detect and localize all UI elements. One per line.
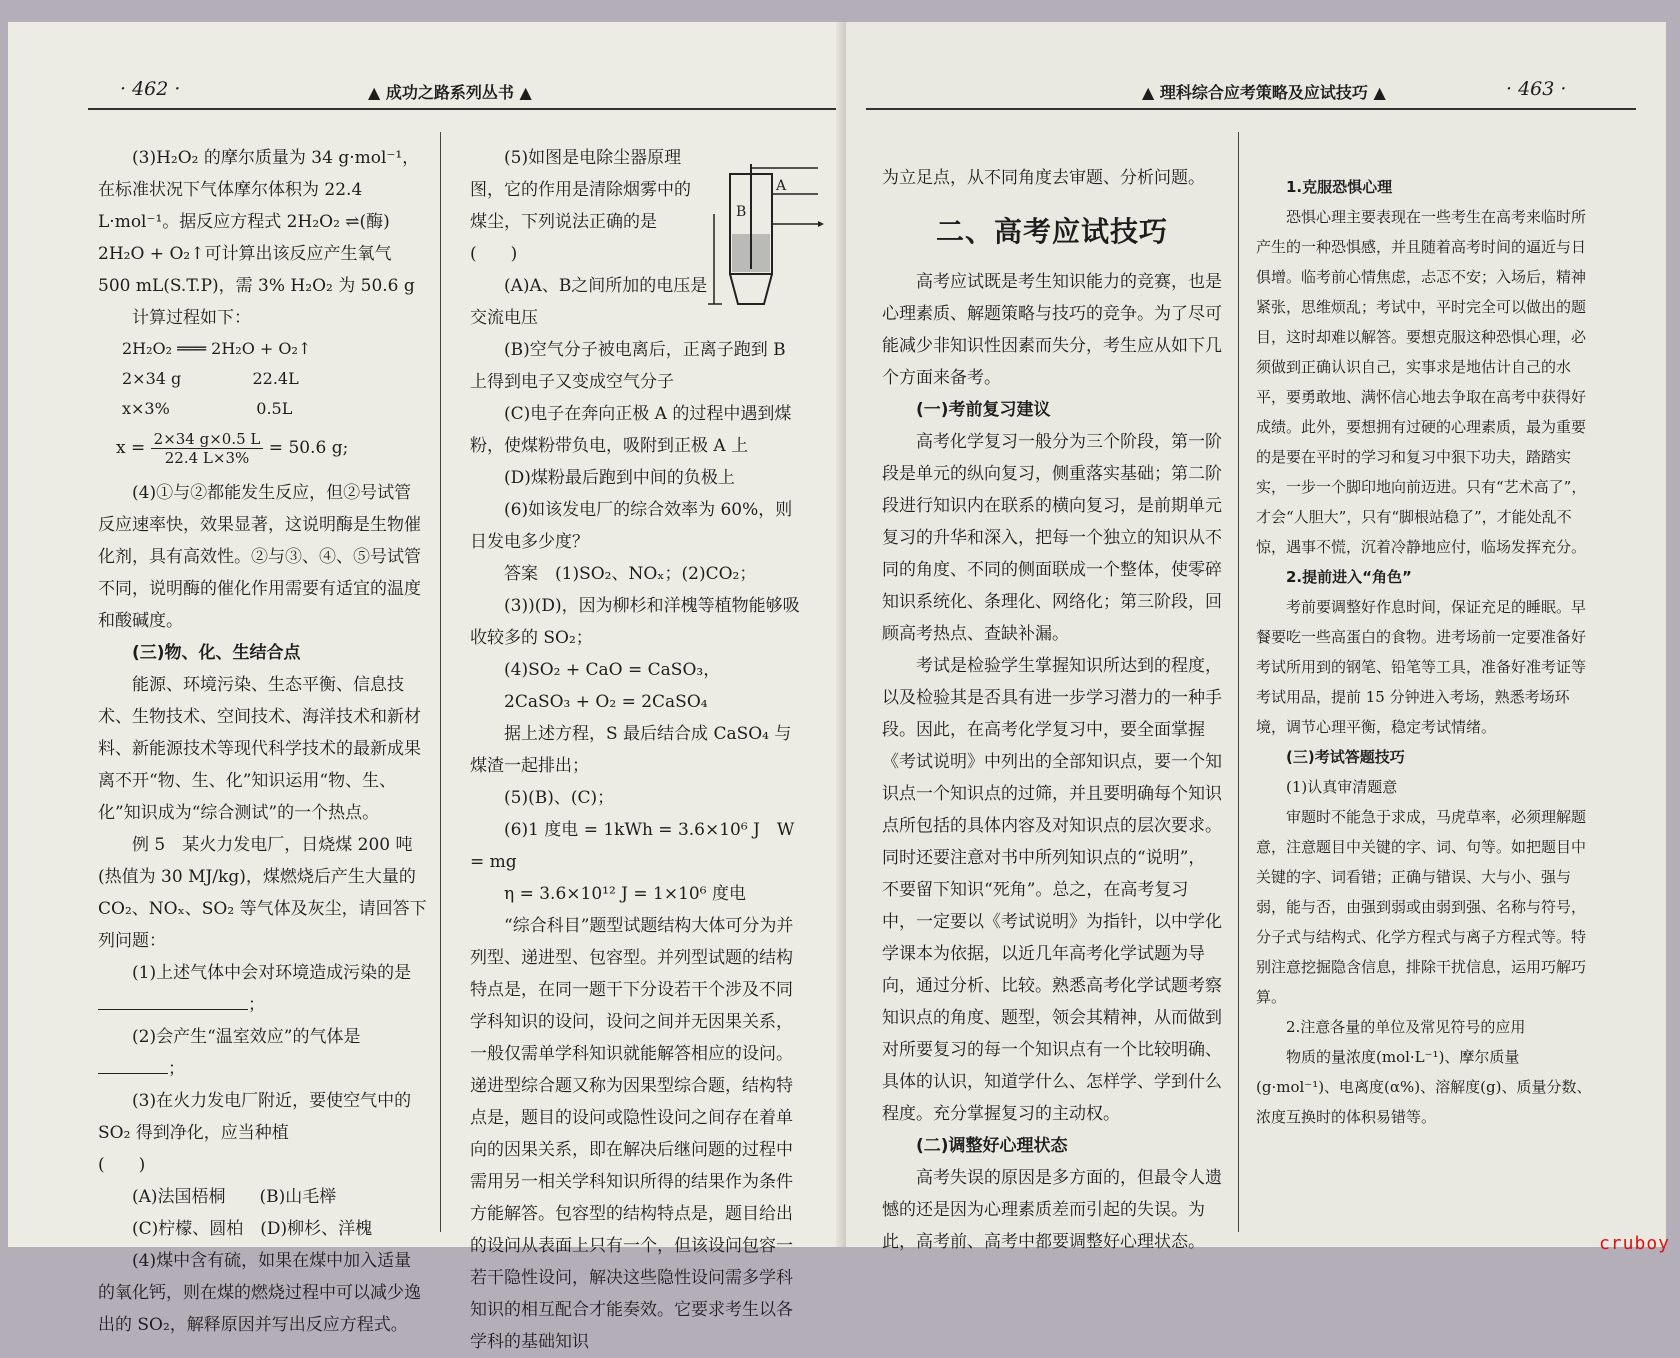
options-row: (A)法国梧桐 (B)山毛榉 bbox=[132, 1187, 337, 1207]
column-divider bbox=[440, 132, 441, 1232]
label-a: A bbox=[776, 178, 787, 194]
header-rule bbox=[88, 108, 858, 110]
label-b: B bbox=[736, 204, 747, 220]
triangle-icon: ▲ bbox=[1142, 83, 1160, 102]
section-heading: (三)考试答题技巧 bbox=[1286, 748, 1405, 766]
paragraph: (3)H₂O₂ 的摩尔质量为 34 g·mol⁻¹，在标准状况下气体摩尔体积为 22.4 L·mol⁻¹。据反应方程式 2H₂O₂ ⇌(酶) 2H₂O + O₂↑可计算出该反应产生氧气 500 mL(S.T.P)，需 3% H₂O₂ 为 50.6 g bbox=[98, 148, 420, 296]
paragraph: 计算过程如下： bbox=[132, 308, 251, 328]
question-5: (5)如图是电除尘器原理图，它的作用是清除烟雾中的煤尘，下列说法正确的是 ( ) bbox=[470, 148, 725, 264]
right-series-title: ▲ 理科综合应考策略及应试技巧 ▲ bbox=[1142, 83, 1386, 102]
paragraph: 审题时不能急于求成，马虎草率，必须理解题意，注意题目中关键的字、词、句等。如把题目中关键的字、词看错；正确与错误、大与小、强与弱，能与否，由强到弱或由弱到强、名称与符号，分子式与结构式、化学方程式与离子方程式等。特别注意挖掘隐含信息，排除干扰信息，运用巧解巧算。 bbox=[1256, 808, 1587, 1006]
answer-line: (6)1 度电 = 1kWh = 3.6×10⁶ J W = mg bbox=[470, 820, 795, 872]
header-rule bbox=[866, 108, 1636, 110]
left-page-header bbox=[8, 70, 846, 110]
left-page-number: · 462 · bbox=[120, 78, 181, 100]
paragraph: 物质的量浓度(mol·L⁻¹)、摩尔质量(g·mol⁻¹)、电离度(α%)、溶解度(g)、质量分数、浓度互换时的体积易错等。 bbox=[1256, 1048, 1592, 1126]
section-heading: (二)调整好心理状态 bbox=[916, 1136, 1068, 1156]
right-column-2 bbox=[1256, 172, 1596, 1132]
section-heading: (三)物、化、生结合点 bbox=[132, 643, 301, 663]
options-row: (C)柠檬、圆柏 (D)柳杉、洋槐 bbox=[132, 1219, 373, 1239]
left-page bbox=[8, 22, 846, 1352]
triangle-icon: ▲ bbox=[513, 83, 532, 102]
right-page-header bbox=[846, 70, 1666, 110]
subsection-heading: 1.克服恐惧心理 bbox=[1286, 178, 1393, 196]
question-3: (3)在火力发电厂附近，要使空气中的 SO₂ 得到净化，应当种植 ( ) bbox=[98, 1091, 412, 1175]
paragraph: 高考应试既是考生知识能力的竞赛，也是心理素质、解题策略与技巧的竞争。为了尽可能减少非知识性因素而失分，考生应从如下几个方面来备考。 bbox=[882, 272, 1222, 388]
paragraph: (4)①与②都能发生反应，但②号试管反应速率快，效果显著，这说明酶是生物催化剂，具有高效性。②与③、④、⑤号试管不同，说明酶的催化作用需要有适宜的温度和酸碱度。 bbox=[98, 483, 421, 631]
answer-line: (3))(D)，因为柳杉和洋槐等植物能够吸收较多的 SO₂； bbox=[470, 596, 800, 648]
left-column-1 bbox=[98, 142, 428, 1341]
option-c: (C)电子在奔向正极 A 的过程中遇到煤粉，使煤粉带负电，吸附到正极 A 上 bbox=[470, 404, 792, 456]
example-prompt: 例 5 某火力发电厂，日烧煤 200 吨(热值为 30 MJ/kg)，煤燃烧后产生大量的 CO₂、NOₓ、SO₂ 等气体及灰尘，请回答下列问题： bbox=[98, 835, 427, 951]
triangle-icon: ▲ bbox=[1367, 83, 1386, 102]
triangle-icon: ▲ bbox=[368, 83, 386, 102]
answer-line: 据上述方程，S 最后结合成 CaSO₄ 与煤渣一起排出； bbox=[470, 724, 792, 776]
equation-line: 2×34 g 22.4L bbox=[122, 369, 299, 388]
answer-line: (5)(B)、(C)； bbox=[504, 788, 615, 808]
left-column-2 bbox=[470, 142, 808, 1358]
answer-line: 答案 (1)SO₂、NOₓ；(2)CO₂； bbox=[504, 564, 757, 584]
option-a: (A)A、B之间所加的电压是交流电压 bbox=[470, 276, 708, 328]
right-column-1 bbox=[882, 162, 1222, 1258]
paragraph: 高考失误的原因是多方面的，但最令人遗憾的还是因为心理素质差而引起的失误。为此，高考前、高考中都要调整好心理状态。 bbox=[882, 1168, 1222, 1252]
left-series-title: ▲ 成功之路系列丛书 ▲ bbox=[368, 83, 532, 102]
fraction-equation: x = $\frac{2\times 34 g\times 0.5 L}{22.4 L\times 3\%}$ = 50.6 g; bbox=[116, 430, 349, 467]
watermark: cruboy bbox=[1598, 1233, 1670, 1254]
section-heading: (一)考前复习建议 bbox=[916, 400, 1051, 420]
question-2: (2)会产生“温室效应”的气体是； bbox=[98, 1021, 428, 1085]
fraction: $\frac{2\times 34 g\times 0.5 L}{22.4 L\times 3\%}$ bbox=[151, 430, 264, 467]
chapter-title: 二、高考应试技巧 bbox=[935, 215, 1168, 248]
equation-line: x×3% 0.5L bbox=[122, 399, 293, 418]
paragraph: “综合科目”题型试题结构大体可分为并列型、递进型、包容型。并列型试题的结构特点是，在同一题干下分设若干个涉及不同学科知识的设问，设问之间并无因果关系，一般仅需单学科知识就能解答相应的设问。递进型综合题又称为因果型综合题，结构特点是，题目的设问或隐性设问之间存在着单向的因果关系，即在解决后继问题的过程中需用另一相关学科知识所得的结果作为条件方能解答。包容型的结构特点是，题目给出的设问从表面上只有一个，但该设问包容一若干隐性设问，解决这些隐性设问需多学科知识的相互配合才能奏效。它要求考生以各学科的基础知识 bbox=[470, 916, 794, 1352]
column-divider bbox=[1238, 132, 1239, 1232]
paragraph: 能源、环境污染、生态平衡、信息技术、生物技术、空间技术、海洋技术和新材料、新能源技术等现代科学技术的最新成果离不开“物、生、化”知识运用“物、生、化”知识成为“综合测试”的一个热点。 bbox=[98, 675, 421, 823]
question-6: (6)如该发电厂的综合效率为 60%，则日发电多少度？ bbox=[470, 500, 793, 552]
equation-line: 2H₂O₂ ═══ 2H₂O + O₂↑ bbox=[122, 339, 312, 358]
question-1: (1)上述气体中会对环境造成污染的是； bbox=[98, 957, 428, 1021]
subsection-heading: 2.提前进入“角色” bbox=[1286, 568, 1412, 586]
answer-line: 2CaSO₃ + O₂ = 2CaSO₄ bbox=[504, 692, 708, 712]
paragraph: 恐惧心理主要表现在一些考生在高考来临时所产生的一种恐惧感，并且随着高考时间的逼近与日俱增。临考前心情焦虑，忐忑不安；入场后，精神紧张，思维烦乱；考试中，平时完全可以做出的题目，这时却难以解答。要想克服这种恐惧心理，必须做到正确认识自己，实事求是地估计自己的水平，要勇敢地、满怀信心地去争取在高考中获得好成绩。此外，要想拥有过硬的心理素质，最为重要的是要在平时的学习和复习中狠下功夫，踏踏实实，一步一个脚印地向前迈进。只有“艺术高了”，才会“人胆大”，只有“脚根站稳了”，才能处乱不惊，遇事不慌，沉着冷静地应付，临场发挥充分。 bbox=[1256, 208, 1587, 556]
answer-line: η = 3.6×10¹² J = 1×10⁶ 度电 bbox=[504, 884, 746, 904]
option-d: (D)煤粉最后跑到中间的负极上 bbox=[504, 468, 735, 488]
paragraph: 高考化学复习一般分为三个阶段，第一阶段是单元的纵向复习，侧重落实基础；第二阶段进行知识内在联系的横向复习，是前期单元复习的升华和深入，把每一个独立的知识从不同的角度、不同的侧面联成一个整体，使零碎知识系统化、条理化、网络化；第三阶段，回顾高考热点、查缺补漏。 bbox=[882, 432, 1222, 644]
paragraph: 为立足点，从不同角度去审题、分析问题。 bbox=[882, 168, 1205, 188]
option-b: (B)空气分子被电离后，正离子跑到 B 上得到电子又变成空气分子 bbox=[470, 340, 786, 392]
paragraph: 考试是检验学生掌握知识所达到的程度，以及检验其是否具有进一步学习潜力的一种手段。因此，在高考化学复习中，要全面掌握《考试说明》中列出的全部知识点，要一个知识点一个知识点的过筛，并且要明确每个知识点所包括的具体内容及对知识点的层次要求。同时还要注意对书中所列知识点的“说明”，不要留下知识“死角”。总之，在高考复习中，一定要以《考试说明》为指针，以中学化学课本为依据，以近几年高考化学试题为导向，通过分析、比较。熟悉高考化学试题考察知识点的角度、题型，领会其精神，从而做到对所要复习的每一个知识点有一个比较明确、具体的认识，知道学什么、怎样学、学到什么程度。充分掌握复习的主动权。 bbox=[882, 656, 1222, 1124]
question-4: (4)煤中含有硫，如果在煤中加入适量的氧化钙，则在煤的燃烧过程中可以减少逸出的 SO₂，解释原因并写出反应方程式。 bbox=[98, 1251, 421, 1335]
subsection-heading: (1)认真审清题意 bbox=[1286, 778, 1398, 796]
paragraph: 考前要调整好作息时间，保证充足的睡眠。早餐要吃一些高蛋白的食物。进考场前一定要准备好考试所用到的钢笔、铅笔等工具，准备好准考证等考试用品，提前 15 分钟进入考场，熟悉考场环境，调节心理平衡，稳定考试情绪。 bbox=[1256, 598, 1587, 736]
answer-line: (4)SO₂ + CaO = CaSO₃， bbox=[504, 660, 721, 680]
right-page bbox=[846, 22, 1666, 1252]
subsection-heading: 2.注意各量的单位及常见符号的应用 bbox=[1286, 1018, 1526, 1036]
right-page-number: · 463 · bbox=[1506, 78, 1567, 100]
